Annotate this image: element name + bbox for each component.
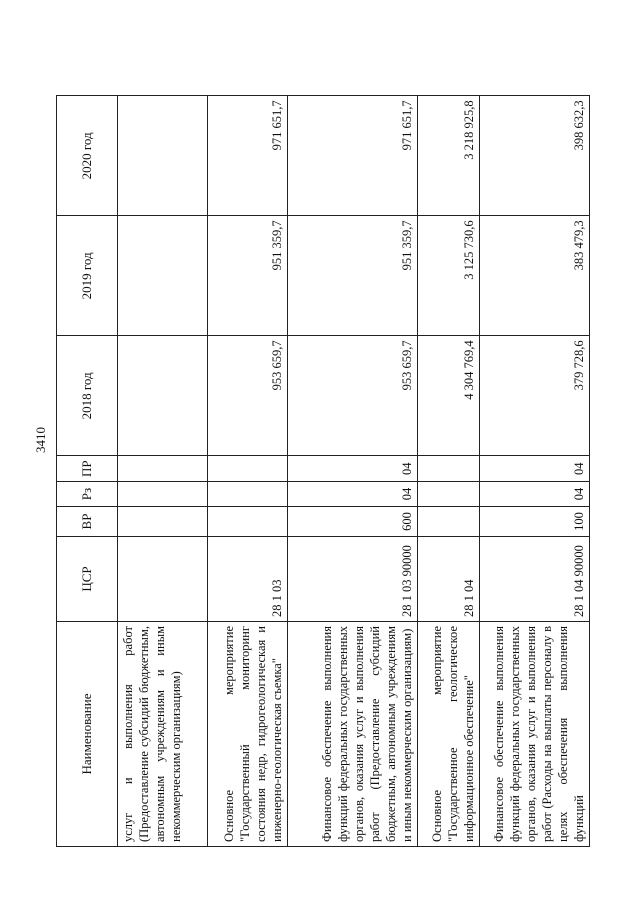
row-csr: 28 1 03	[208, 537, 288, 622]
row-2020: 3 218 925,8	[418, 96, 480, 216]
row-2020	[118, 96, 208, 216]
row-rz	[118, 482, 208, 507]
row-rz: 04	[288, 482, 418, 507]
row-rz	[418, 482, 480, 507]
row-vr: 100	[480, 507, 590, 537]
row-vr	[118, 507, 208, 537]
row-csr: 28 1 04 90000	[480, 537, 590, 622]
row-rz	[208, 482, 288, 507]
row-2018: 379 728,6	[480, 336, 590, 456]
row-vr	[418, 507, 480, 537]
row-2018: 953 659,7	[288, 336, 418, 456]
row-2020: 971 651,7	[208, 96, 288, 216]
row-2019: 383 479,3	[480, 216, 590, 336]
row-pr	[208, 456, 288, 482]
row-2019	[118, 216, 208, 336]
table-row	[118, 96, 208, 847]
row-pr: 04	[480, 456, 590, 482]
row-2019: 951 359,7	[208, 216, 288, 336]
row-name: Финансовое обеспечение выполнения функций федеральных государственных органов, оказания услуг и выполнения работ (Предоставление субсидий бюджетным, автономным учреждениям и иным некоммерческим организациям)	[288, 622, 418, 847]
row-name: услуг и выполнения работ (Предоставление субсидий бюджетным, автономным учреждениям и иным некоммерческим организациям)	[118, 622, 208, 847]
row-csr: 28 1 03 90000	[288, 537, 418, 622]
row-name: Основное мероприятие "Государственное геологическое информационное обеспечение"	[418, 622, 480, 847]
header-rz: Рз	[57, 482, 118, 507]
row-2019: 951 359,7	[288, 216, 418, 336]
row-pr: 04	[288, 456, 418, 482]
row-csr	[118, 537, 208, 622]
header-pr: ПР	[57, 456, 118, 482]
row-pr	[118, 456, 208, 482]
header-2019: 2019 год	[57, 216, 118, 336]
row-2019: 3 125 730,6	[418, 216, 480, 336]
header-2020: 2020 год	[57, 96, 118, 216]
row-2018: 953 659,7	[208, 336, 288, 456]
row-vr	[208, 507, 288, 537]
header-2018: 2018 год	[57, 336, 118, 456]
header-csr: ЦСР	[57, 537, 118, 622]
header-name: Наименование	[57, 622, 118, 847]
row-name: Финансовое обеспечение выполнения функций федеральных государственных органов, оказания услуг и выполнения работ (Расходы на выплаты персоналу в целях обеспечения выполнения функций	[480, 622, 590, 847]
row-name: Основное мероприятие "Государственный мониторинг состояния недр, гидрогеологическая и инженерно-геологическая съемка"	[208, 622, 288, 847]
row-2020: 398 632,3	[480, 96, 590, 216]
table-row	[480, 96, 590, 847]
row-2018	[118, 336, 208, 456]
budget-table	[56, 95, 590, 847]
table-row	[208, 96, 288, 847]
row-vr: 600	[288, 507, 418, 537]
row-2020: 971 651,7	[288, 96, 418, 216]
row-rz: 04	[480, 482, 590, 507]
row-csr: 28 1 04	[418, 537, 480, 622]
page-number: 3410	[33, 427, 48, 453]
row-pr	[418, 456, 480, 482]
header-vr: ВР	[57, 507, 118, 537]
row-2018: 4 304 769,4	[418, 336, 480, 456]
table-row	[418, 96, 480, 847]
table-row	[288, 96, 418, 847]
table-header-row	[57, 96, 118, 847]
